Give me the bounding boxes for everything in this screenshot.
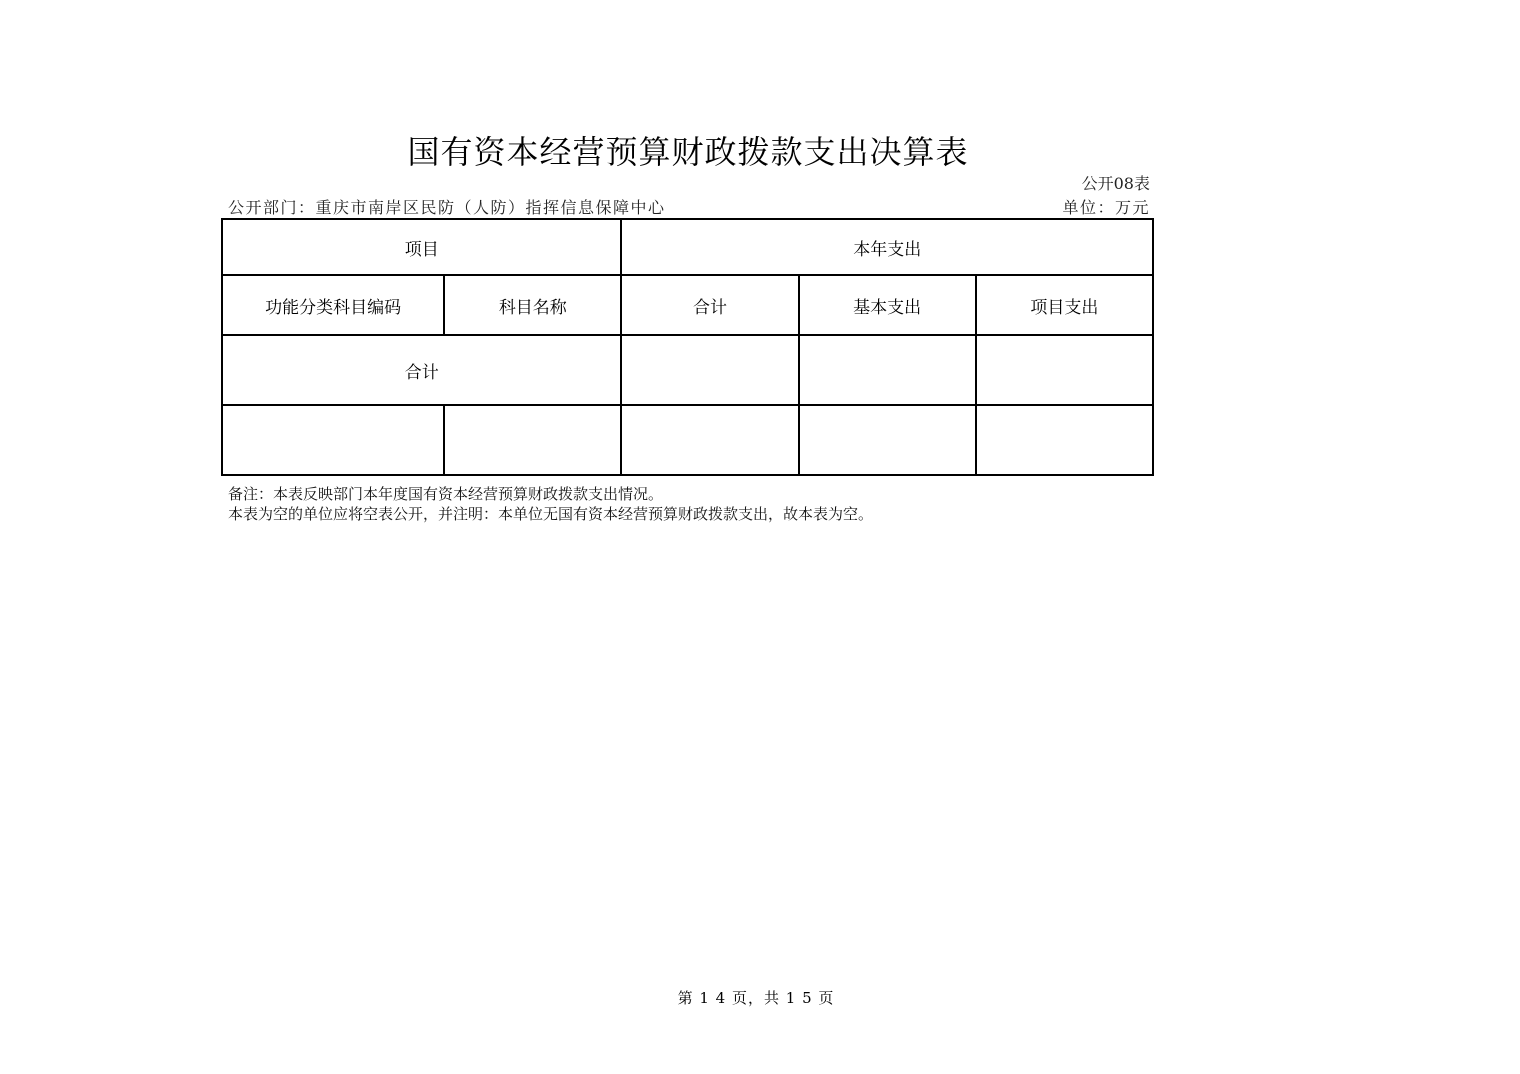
total-row-label: 合计 — [222, 335, 621, 405]
header-row-2 — [222, 275, 1153, 335]
page-footer: 第 1 4 页，共 1 5 页 — [677, 989, 835, 1007]
col-basic-header: 基本支出 — [799, 275, 976, 335]
form-number: 公开08表 — [1081, 174, 1150, 193]
col-code-header: 功能分类科目编码 — [222, 275, 444, 335]
note-line-1: 备注：本表反映部门本年度国有资本经营预算财政拨款支出情况。 — [228, 485, 664, 503]
row-total-cell — [621, 405, 798, 475]
total-row-total — [621, 335, 798, 405]
total-row — [222, 335, 1153, 405]
header-current-year: 本年支出 — [621, 219, 1153, 275]
col-total-header: 合计 — [621, 275, 798, 335]
total-row-basic — [799, 335, 976, 405]
row-project-cell — [976, 405, 1153, 475]
header-project: 项目 — [222, 219, 621, 275]
department-label: 公开部门：重庆市南岸区民防（人防）指挥信息保障中心 — [228, 198, 666, 217]
unit-label: 单位：万元 — [1062, 198, 1150, 217]
row-basic-cell — [799, 405, 976, 475]
row-code-cell — [222, 405, 444, 475]
page-title: 国有资本经营预算财政拨款支出决算表 — [407, 133, 969, 171]
expenditure-table — [221, 218, 1154, 476]
note-line-2: 本表为空的单位应将空表公开，并注明：本单位无国有资本经营预算财政拨款支出，故本表为空。 — [228, 505, 874, 523]
col-name-header: 科目名称 — [444, 275, 621, 335]
total-row-project — [976, 335, 1153, 405]
row-name-cell — [444, 405, 621, 475]
col-project-header: 项目支出 — [976, 275, 1153, 335]
table-row — [222, 405, 1153, 475]
header-row-1 — [222, 219, 1153, 275]
notes — [228, 484, 873, 524]
